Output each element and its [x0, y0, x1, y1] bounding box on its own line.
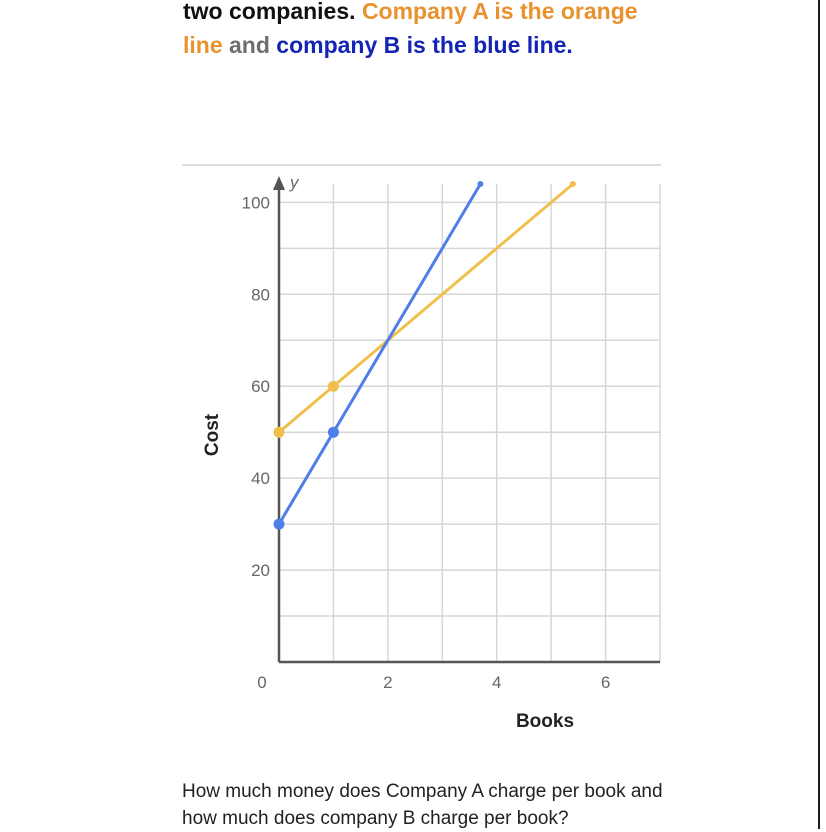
- series-1-end-arrow: [570, 181, 576, 187]
- x-tick-label: 0: [257, 673, 267, 692]
- y-tick-label: 40: [251, 469, 270, 489]
- series-1-marker: [328, 381, 339, 392]
- y-tick-label: 20: [251, 561, 270, 581]
- y-tick-label: 100: [241, 193, 270, 213]
- series-2-marker: [274, 519, 285, 530]
- y-axis-title: Cost: [202, 413, 223, 457]
- y-tick-label: 80: [251, 285, 270, 305]
- series-2-marker: [328, 427, 339, 438]
- page-edge-rule: [818, 0, 820, 829]
- heading-company-a: Company A is the orange line: [183, 0, 638, 58]
- chart-top-divider: [182, 164, 661, 166]
- y-tick-label: 60: [251, 377, 270, 397]
- series-line-1: [279, 184, 573, 432]
- x-tick-label: 2: [383, 673, 393, 692]
- cost-vs-books-chart: [190, 170, 670, 750]
- heading-company-b: company B is the blue line.: [276, 32, 573, 58]
- question-text: How much money does Company A charge per book and how much does company B charge per book?: [182, 781, 663, 829]
- x-axis-title: Books: [515, 711, 575, 732]
- x-tick-label: 6: [600, 673, 611, 692]
- series-2-end-arrow: [477, 181, 483, 187]
- heading-part-1: two companies.: [183, 0, 356, 24]
- problem-heading: [183, 0, 683, 62]
- series-1-marker: [274, 427, 285, 438]
- x-tick-label: 4: [491, 673, 502, 692]
- y-axis-arrow: [273, 176, 285, 190]
- y-axis-letter: y: [290, 173, 299, 192]
- heading-and: and: [229, 32, 270, 58]
- series-line-2: [279, 184, 480, 524]
